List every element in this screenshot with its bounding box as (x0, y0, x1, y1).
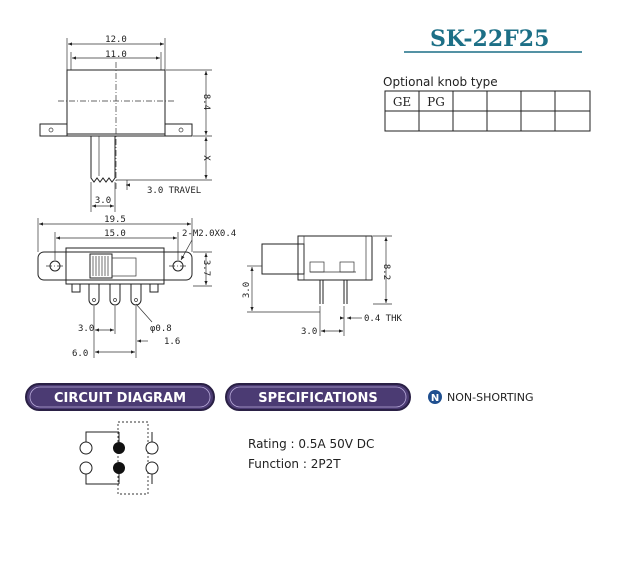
pin-2 (110, 284, 120, 305)
dim-pin-pitch: 3.0 (78, 324, 95, 334)
terminal-common-2 (113, 462, 125, 474)
non-shorting-badge-letter: N (430, 393, 440, 404)
pin-1 (89, 284, 99, 305)
circuit-diagram (80, 422, 158, 494)
terminal-2-3 (146, 462, 158, 474)
knob-cell-pg: PG (427, 95, 445, 109)
dim-height-body: 8.4 (201, 93, 211, 111)
dim-width-inner: 11.0 (105, 50, 127, 60)
dim-pin-offset: 1.6 (164, 337, 181, 347)
spec-rating: Rating : 0.5A 50V DC (248, 437, 375, 451)
contact-slider-outline (118, 422, 148, 494)
circuit-diagram-banner (26, 384, 214, 410)
dim-knob-width: 3.0 (94, 196, 112, 206)
terminal-2-1 (80, 462, 92, 474)
top-view-drawing (40, 35, 212, 212)
dim-side-total: 8.2 (381, 263, 391, 281)
terminal-1-1 (80, 442, 92, 454)
dim-width-outer: 12.0 (105, 35, 127, 45)
slide-knob (91, 136, 115, 182)
specifications-banner (226, 384, 410, 410)
dim-travel: 3.0 TRAVEL (147, 186, 202, 196)
terminal-1-3 (146, 442, 158, 454)
dim-side-thickness: 0.4 THK (364, 314, 402, 324)
right-flange (165, 124, 192, 136)
terminal-common-1 (113, 442, 125, 454)
side-body (298, 236, 372, 280)
specifications-block (248, 437, 374, 471)
dim-side-height: 3.0 (242, 281, 252, 299)
side-view-drawing (242, 236, 403, 337)
dim-overall-length: 19.5 (104, 215, 126, 225)
dim-hole-pitch: 15.0 (104, 229, 126, 239)
non-shorting-label: NON-SHORTING (447, 391, 534, 404)
knob-type-table (383, 75, 590, 131)
knob-cell-ge: GE (392, 95, 412, 109)
dim-front-height: 3.7 (201, 259, 211, 277)
front-view-drawing (38, 215, 236, 359)
non-shorting-legend (428, 390, 534, 404)
dim-height-x: X (201, 155, 211, 161)
dim-side-pin-gap: 3.0 (301, 327, 318, 337)
knob-table-title: Optional knob type (383, 75, 498, 89)
model-number: SK-22F25 (430, 26, 550, 52)
left-flange (40, 124, 67, 136)
dim-mount-holes: 2-M2.0X0.4 (182, 229, 237, 239)
dim-pin-diameter: φ0.8 (150, 324, 172, 334)
dim-pin-span: 6.0 (72, 349, 89, 359)
pin-3 (131, 284, 141, 305)
switch-housing (67, 70, 165, 134)
spec-function: Function : 2P2T (248, 457, 341, 471)
circuit-diagram-heading: CIRCUIT DIAGRAM (53, 391, 187, 406)
model-header (404, 26, 582, 52)
specifications-heading: SPECIFICATIONS (258, 391, 378, 406)
